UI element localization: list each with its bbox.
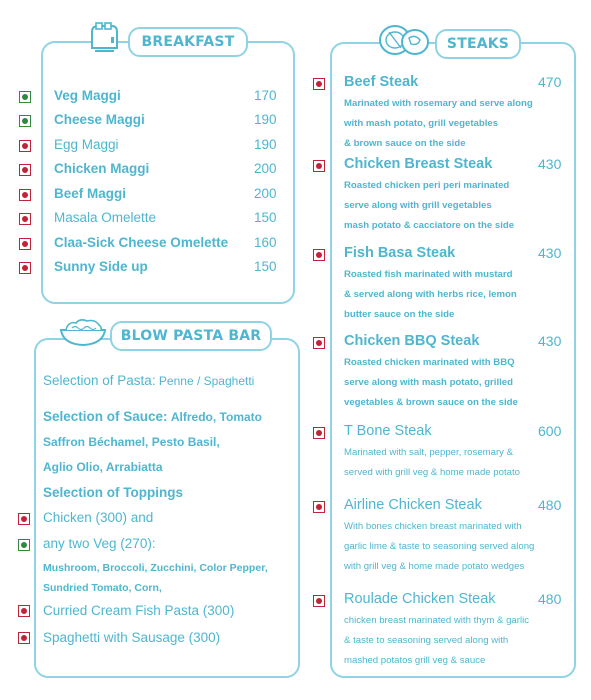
nonveg-marker bbox=[19, 164, 31, 176]
nonveg-marker bbox=[313, 78, 325, 90]
nonveg-marker bbox=[18, 632, 30, 644]
breakfast-item-price: 200 bbox=[254, 161, 277, 176]
steak-item-name: T Bone Steak bbox=[344, 423, 432, 439]
sauce-selection bbox=[43, 409, 262, 424]
nonveg-marker bbox=[19, 213, 31, 225]
steak-item-price: 430 bbox=[538, 245, 562, 261]
breakfast-item-name: Cheese Maggi bbox=[54, 112, 145, 127]
steak-item-description: garlic lime & taste to seasoning served along bbox=[344, 541, 535, 552]
steak-item-description: Marinated with salt, pepper, rosemary & bbox=[344, 447, 514, 458]
steak-item-description: Roasted chicken peri peri marinated bbox=[344, 180, 510, 191]
steak-item-description: chicken breast marinated with thym & garlic bbox=[344, 615, 530, 626]
steak-item-description: & brown sauce on the side bbox=[344, 138, 466, 149]
veg-option: any two Veg (270): bbox=[43, 536, 156, 551]
steak-item-name: Chicken BBQ Steak bbox=[344, 333, 480, 349]
steak-plate-icon bbox=[375, 22, 431, 58]
sauce-value-2: Saffron Béchamel, Pesto Basil, bbox=[43, 435, 220, 449]
toaster-icon bbox=[86, 20, 122, 56]
sausage-pasta: Spaghetti with Sausage (300) bbox=[43, 630, 221, 645]
breakfast-item-name: Sunny Side up bbox=[54, 259, 148, 274]
nonveg-marker bbox=[19, 238, 31, 250]
pasta-panel bbox=[34, 338, 300, 678]
chicken-option: Chicken (300) and bbox=[43, 510, 154, 525]
breakfast-title: BREAKFAST bbox=[128, 27, 248, 57]
steak-item-description: Marinated with rosemary and serve along bbox=[344, 98, 533, 109]
steak-item-description: with grill veg & home made potato wedges bbox=[344, 561, 525, 572]
steak-item-description: serve along with grill vegetables bbox=[344, 200, 492, 211]
steak-item-description: & served along with herbs rice, lemon bbox=[344, 289, 517, 300]
nonveg-marker bbox=[18, 605, 30, 617]
breakfast-item-name: Beef Maggi bbox=[54, 186, 127, 201]
breakfast-item-name: Egg Maggi bbox=[54, 137, 119, 152]
pasta-selection-label: Selection of Pasta: bbox=[43, 373, 156, 388]
steak-item-description: Roasted fish marinated with mustard bbox=[344, 269, 513, 280]
nonveg-marker bbox=[19, 262, 31, 274]
steak-item-description: serve along with mash potato, grilled bbox=[344, 377, 513, 388]
breakfast-item-name: Claa-Sick Cheese Omelette bbox=[54, 235, 229, 250]
steak-item-price: 480 bbox=[538, 497, 562, 513]
nonveg-marker bbox=[313, 160, 325, 172]
steak-item-price: 430 bbox=[538, 333, 562, 349]
breakfast-item-name: Masala Omelette bbox=[54, 210, 157, 225]
nonveg-marker bbox=[313, 595, 325, 607]
steak-item-price: 470 bbox=[538, 74, 562, 90]
breakfast-item-price: 150 bbox=[254, 210, 277, 225]
veg-marker bbox=[18, 539, 30, 551]
toppings-label: Selection of Toppings bbox=[43, 485, 183, 500]
pasta-bowl-icon bbox=[58, 316, 108, 348]
steak-item-name: Fish Basa Steak bbox=[344, 245, 456, 261]
veg-marker bbox=[19, 115, 31, 127]
steak-item-description: served with grill veg & home made potato bbox=[344, 467, 520, 478]
nonveg-marker bbox=[313, 249, 325, 261]
steak-item-name: Beef Steak bbox=[344, 74, 419, 90]
nonveg-marker bbox=[19, 189, 31, 201]
sauce-value-1: Alfredo, Tomato bbox=[170, 410, 262, 424]
steak-item-price: 480 bbox=[538, 591, 562, 607]
veg-list-1: Mushroom, Broccoli, Zucchini, Color Pepper, bbox=[43, 562, 268, 574]
sauce-selection-label: Selection of Sauce: bbox=[43, 409, 168, 424]
steak-item-name: Airline Chicken Steak bbox=[344, 497, 482, 513]
breakfast-item-price: 170 bbox=[254, 88, 277, 103]
nonveg-marker bbox=[19, 140, 31, 152]
steak-item-description: butter sauce on the side bbox=[344, 309, 455, 320]
steak-item-description: With bones chicken breast marinated with bbox=[344, 521, 522, 532]
breakfast-item-price: 150 bbox=[254, 259, 277, 274]
steak-item-description: & taste to seasoning served along with bbox=[344, 635, 509, 646]
nonveg-marker bbox=[313, 337, 325, 349]
steak-item-name: Roulade Chicken Steak bbox=[344, 591, 496, 607]
steak-item-description: mash potato & cacciatore on the side bbox=[344, 220, 515, 231]
breakfast-item-price: 190 bbox=[254, 137, 277, 152]
breakfast-item-price: 200 bbox=[254, 186, 277, 201]
steak-item-description: with mash potato, grill vegetables bbox=[344, 118, 499, 129]
steak-item-name: Chicken Breast Steak bbox=[344, 156, 493, 172]
veg-marker bbox=[19, 91, 31, 103]
nonveg-marker bbox=[313, 501, 325, 513]
veg-list-2: Sundried Tomato, Corn, bbox=[43, 582, 162, 594]
breakfast-item-price: 160 bbox=[254, 235, 277, 250]
pasta-selection bbox=[43, 373, 254, 388]
steak-item-description: vegetables & brown sauce on the side bbox=[344, 397, 518, 408]
breakfast-item-price: 190 bbox=[254, 112, 277, 127]
fish-pasta: Curried Cream Fish Pasta (300) bbox=[43, 603, 235, 618]
breakfast-item-name: Veg Maggi bbox=[54, 88, 121, 103]
nonveg-marker bbox=[18, 513, 30, 525]
nonveg-marker bbox=[313, 427, 325, 439]
pasta-selection-value: Penne / Spaghetti bbox=[158, 374, 255, 388]
steaks-title: STEAKS bbox=[435, 29, 521, 59]
steak-item-price: 600 bbox=[538, 423, 562, 439]
breakfast-item-name: Chicken Maggi bbox=[54, 161, 150, 176]
steak-item-description: mashed potatos grill veg & sauce bbox=[344, 655, 486, 666]
steak-item-description: Roasted chicken marinated with BBQ bbox=[344, 357, 515, 368]
steak-item-price: 430 bbox=[538, 156, 562, 172]
sauce-value-3: Aglio Olio, Arrabiatta bbox=[43, 460, 163, 474]
pasta-title: BLOW PASTA BAR bbox=[110, 321, 272, 351]
